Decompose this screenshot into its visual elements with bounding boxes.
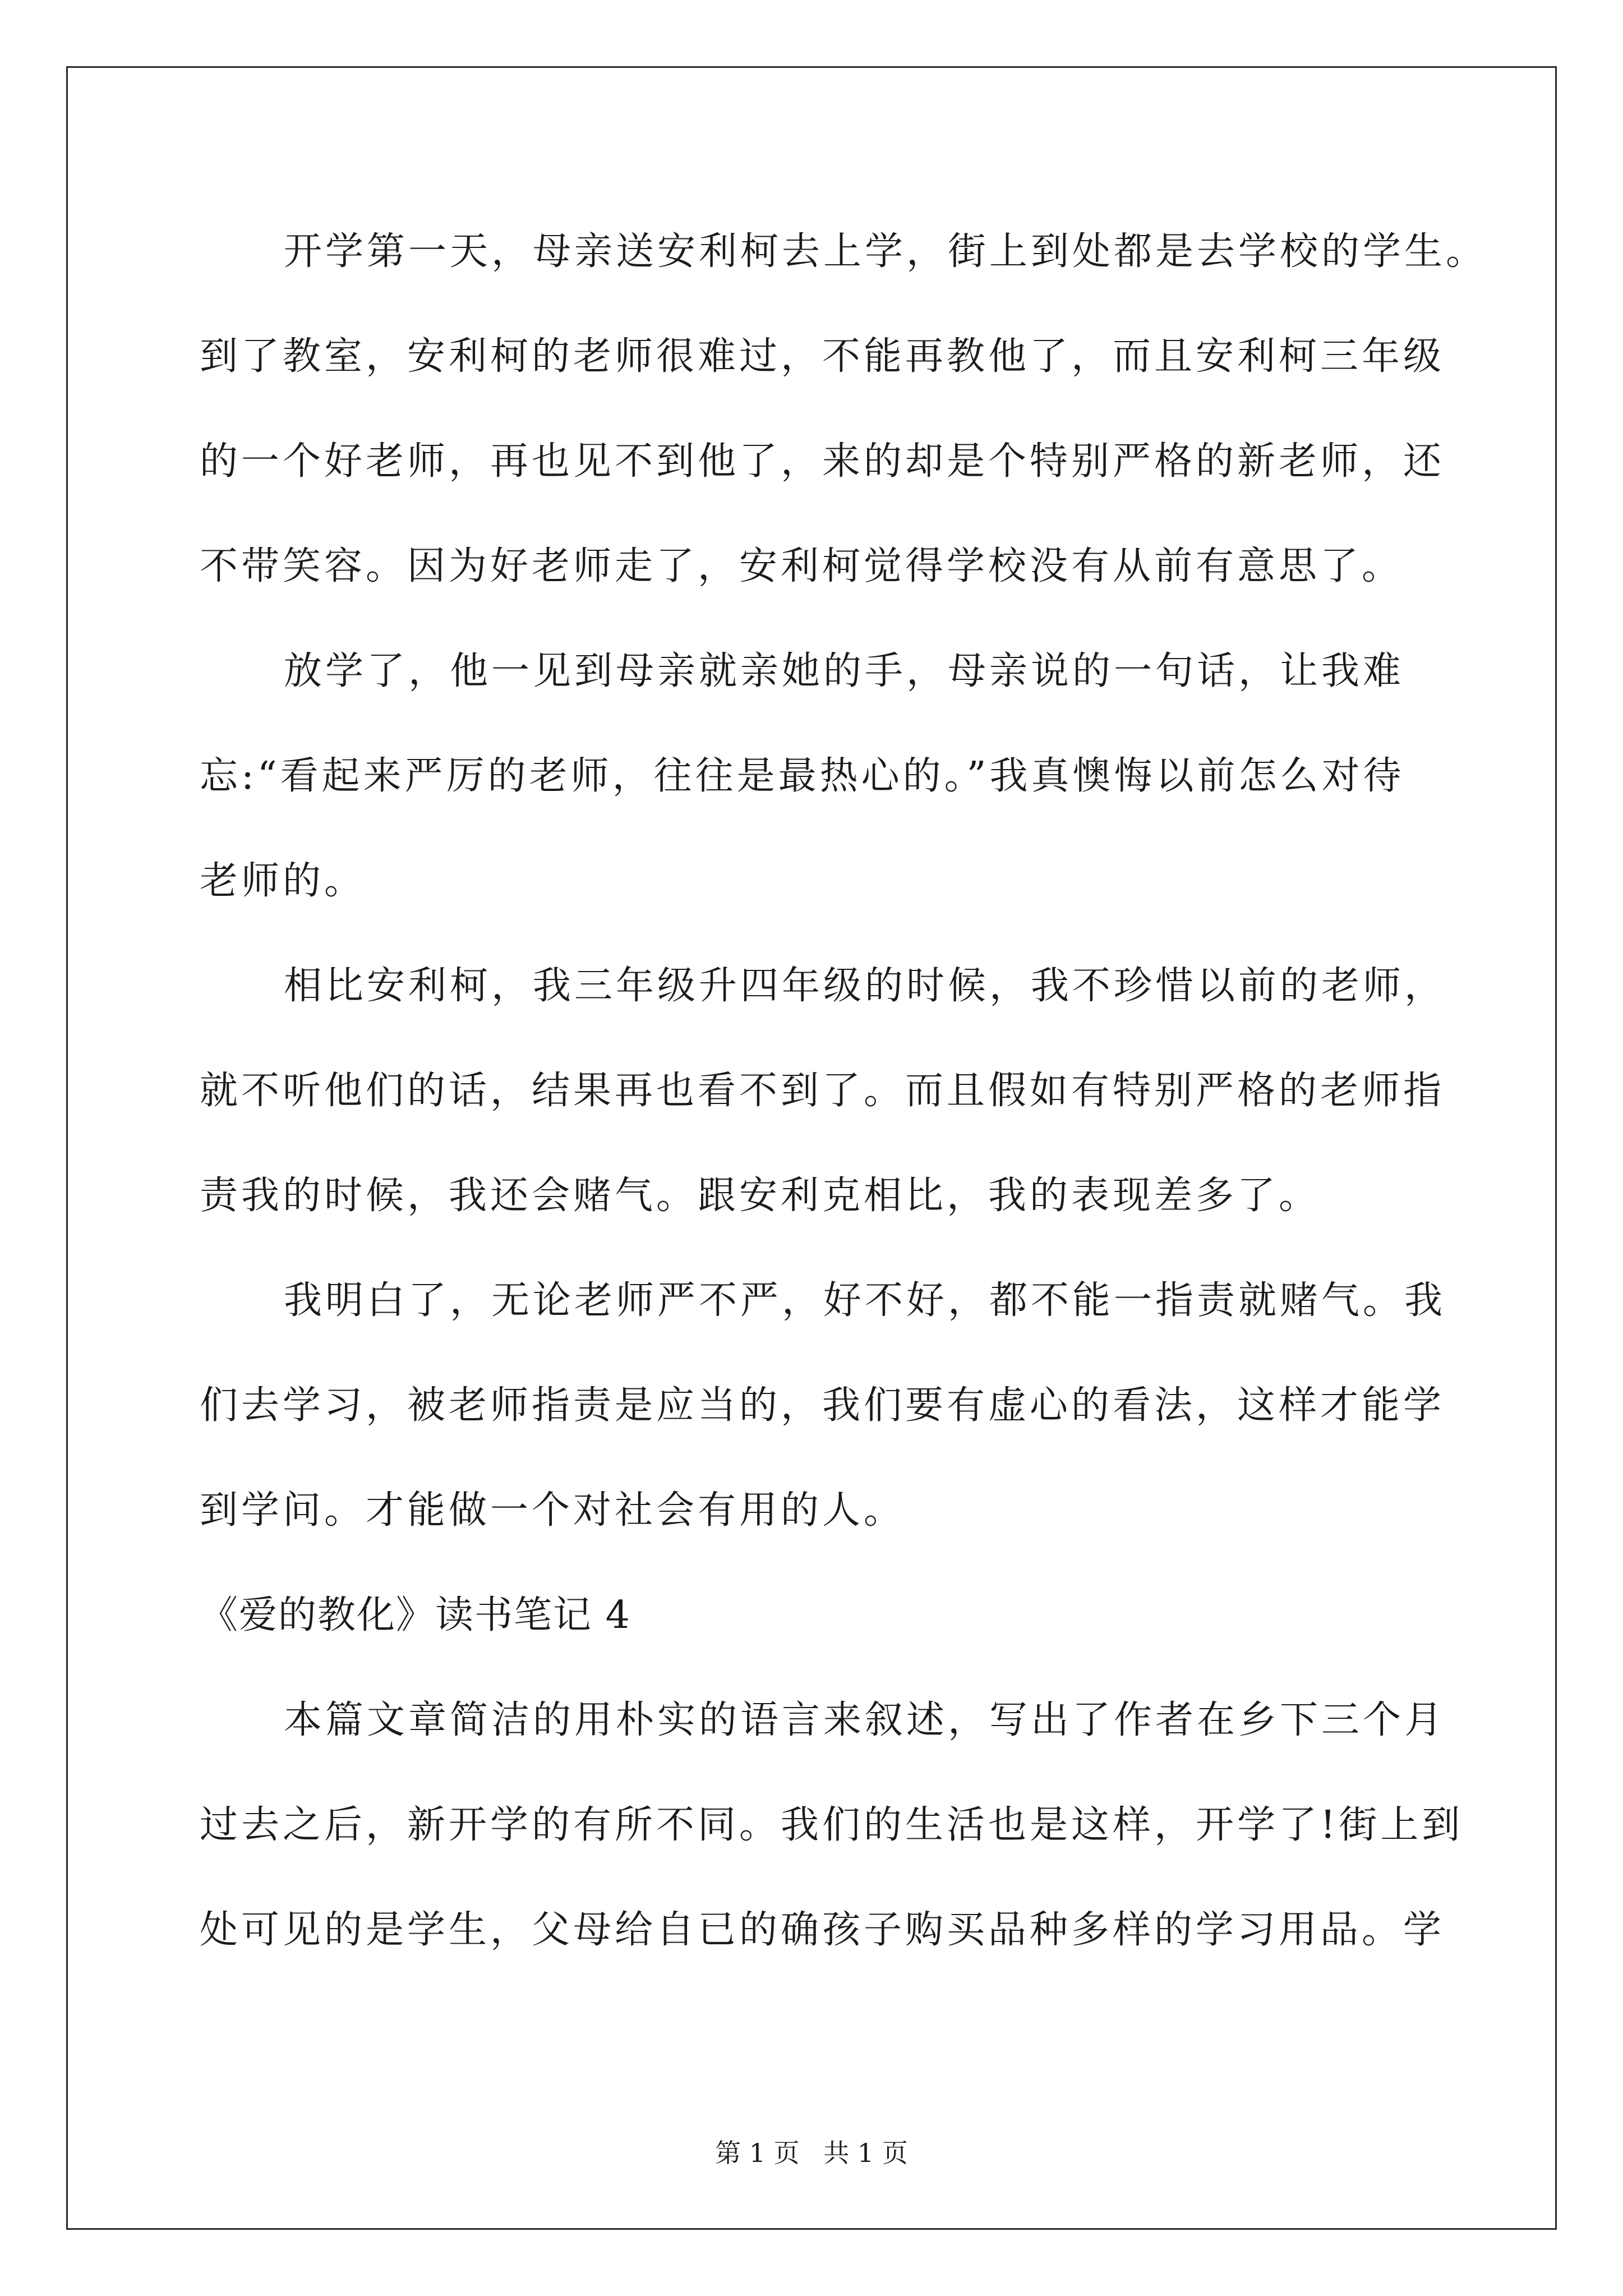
- text-line: 到了教室，安利柯的老师很难过，不能再教他了，而且安利柯三年级: [200, 334, 1445, 379]
- text-line: 开学第一天，母亲送安利柯去上学，街上到处都是去学校的学生。: [284, 229, 1488, 274]
- paragraph: [200, 1248, 1446, 1563]
- text-line: 的一个好老师，再也见不到他了，来的却是个特别严格的新老师，还: [200, 439, 1445, 484]
- page-footer: [0, 2136, 1623, 2170]
- text-line: 过去之后，新开学的有所不同。我们的生活也是这样，开学了!街上到: [200, 1803, 1464, 1847]
- page-number: 第 1 页: [715, 2138, 800, 2168]
- section-heading: 《爱的教化》读书笔记 4: [200, 1593, 631, 1637]
- paragraph: [200, 199, 1488, 619]
- paragraph: [200, 933, 1446, 1248]
- text-line: 到学问。才能做一个对社会有用的人。: [200, 1488, 906, 1533]
- text-line: 放学了，他一见到母亲就亲她的手，母亲说的一句话，让我难: [284, 649, 1405, 693]
- text-line: 我明白了，无论老师严不严，好不好，都不能一指责就赌气。我: [284, 1278, 1446, 1323]
- text-line: 就不听他们的话，结果再也看不到了。而且假如有特别严格的老师指: [200, 1069, 1445, 1113]
- paragraph: [200, 1668, 1464, 1982]
- text-line: 处可见的是学生，父母给自已的确孩子购买品种多样的学习用品。学: [200, 1908, 1445, 1952]
- text-line: 老师的。: [200, 859, 366, 903]
- paragraph: [200, 619, 1422, 933]
- text-line: 责我的时候，我还会赌气。跟安利克相比，我的表现差多了。: [200, 1174, 1321, 1218]
- text-line: 忘:“看起来严厉的老师，往往是最热心的。”我真懊悔以前怎么对待: [200, 754, 1405, 798]
- document-body: [200, 199, 1488, 1982]
- text-line: 本篇文章简洁的用朴实的语言来叙述，写出了作者在乡下三个月: [284, 1698, 1446, 1742]
- text-line: 们去学习，被老师指责是应当的，我们要有虚心的看法，这样才能学: [200, 1383, 1445, 1428]
- page-total: 共 1 页: [823, 2138, 908, 2168]
- text-line: 不带笑容。因为好老师走了，安利柯觉得学校没有从前有意思了。: [200, 544, 1404, 588]
- text-line: 相比安利柯，我三年级升四年级的时候，我不珍惜以前的老师，: [284, 964, 1446, 1008]
